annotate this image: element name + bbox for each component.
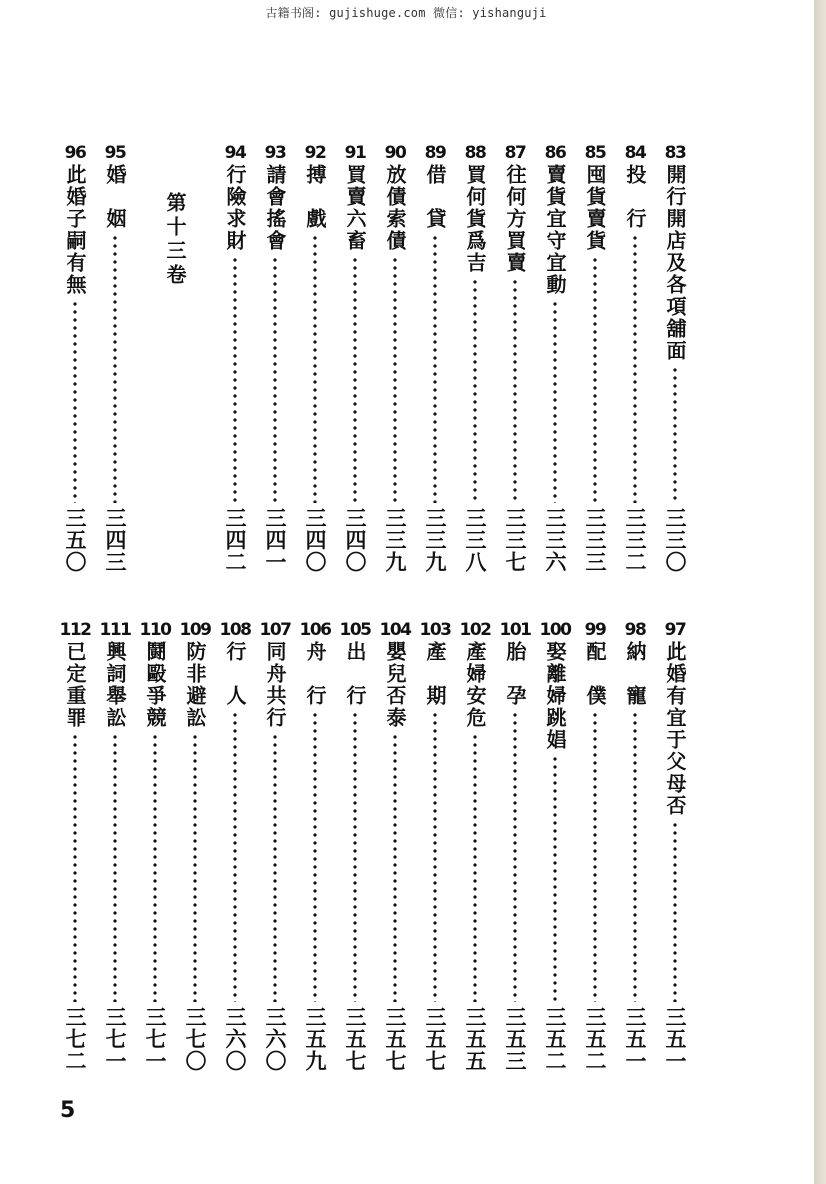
entry-page: 三四〇 [343,507,367,573]
leader-dots [553,755,557,1002]
entry-title: 買何貨爲吉 [463,164,487,274]
entry-title: 已定重罪 [63,641,87,729]
toc-entry [620,143,650,573]
entry-page: 三六〇 [223,1006,247,1072]
entry-title: 同舟共行 [263,641,287,729]
toc-entry [60,143,90,573]
leader-dots [233,256,237,503]
entry-number: 105 [339,620,371,640]
entry-page: 三五五 [463,1006,487,1072]
entry-number: 101 [499,620,531,640]
entry-page: 三三二 [623,507,647,573]
leader-dots [553,300,557,503]
entry-number: 104 [379,620,411,640]
entry-title: 賣貨宜守宜動 [543,164,567,296]
leader-dots [313,711,317,1002]
entry-number: 87 [504,143,526,163]
entry-number: 89 [424,143,446,163]
entry-title: 放債索債 [383,164,407,252]
entry-number: 88 [464,143,486,163]
leader-dots [353,711,357,1002]
leader-dots [353,256,357,503]
entry-title: 舟 行 [303,641,327,707]
entry-page: 三三〇 [663,507,687,573]
toc-entry [140,620,170,1072]
leader-dots [313,234,317,503]
entry-number: 90 [384,143,406,163]
toc-entry [660,143,690,573]
entry-page: 三五九 [303,1006,327,1072]
entry-title: 行 人 [223,641,247,707]
entry-page: 三五七 [343,1006,367,1072]
entry-number: 98 [624,620,646,640]
entry-number: 94 [224,143,246,163]
entry-title: 嬰兒否泰 [383,641,407,729]
leader-dots [433,234,437,503]
leader-dots [473,733,477,1002]
entry-page: 三三六 [543,507,567,573]
toc-entry [540,620,570,1072]
entry-title: 往何方買賣 [503,164,527,274]
leader-dots [393,256,397,503]
entry-title: 鬪毆爭競 [143,641,167,729]
entry-number: 100 [539,620,571,640]
leader-dots [193,733,197,1002]
entry-title: 此婚有宜于父母否 [663,641,687,817]
entry-number: 92 [304,143,326,163]
entry-title: 請會搖會 [263,164,287,252]
entry-number: 111 [99,620,131,640]
entry-page: 三三三 [583,507,607,573]
toc-entry [340,143,370,573]
entry-title: 防非避訟 [183,641,207,729]
leader-dots [673,821,677,1002]
leader-dots [433,711,437,1002]
leader-dots [633,711,637,1002]
entry-title: 投 行 [623,164,647,230]
toc-entry [580,620,610,1072]
entry-page: 三三九 [423,507,447,573]
entry-page: 三五二 [543,1006,567,1072]
entry-page: 三五一 [663,1006,687,1072]
watermark-header: 古籍书阁: gujishuge.com 微信: yishanguji [265,6,547,20]
toc-entry [420,620,450,1072]
toc-entry [260,143,290,573]
entry-page: 三五一 [623,1006,647,1072]
entry-page: 三三八 [463,507,487,573]
toc-entry [180,620,210,1072]
page-edge-shadow [814,0,826,1184]
entry-title: 產婦安危 [463,641,487,729]
entry-title: 開行開店及各項舖面 [663,164,687,362]
entry-page: 三七一 [143,1006,167,1072]
toc-entry [380,620,410,1072]
toc-entry [300,143,330,573]
entry-title: 興詞舉訟 [103,641,127,729]
toc-entry [100,143,130,573]
entry-number: 99 [584,620,606,640]
toc-entry [580,143,610,573]
leader-dots [633,234,637,503]
leader-dots [673,366,677,503]
entry-number: 95 [104,143,126,163]
toc-entry [460,620,490,1072]
toc-entry [340,620,370,1072]
leader-dots [73,300,77,503]
entry-title: 行險求財 [223,164,247,252]
leader-dots [233,711,237,1002]
toc-entry [420,143,450,573]
entry-title: 搏 戲 [303,164,327,230]
entry-number: 86 [544,143,566,163]
entry-page: 三五二 [583,1006,607,1072]
entry-page: 三七一 [103,1006,127,1072]
entry-number: 112 [59,620,91,640]
entry-title: 買賣六畜 [343,164,367,252]
entry-page: 三四一 [263,507,287,573]
toc-entry [460,143,490,573]
entry-number: 106 [299,620,331,640]
entry-title: 囤貨賣貨 [583,164,607,252]
toc-entry [660,620,690,1072]
toc-entry [540,143,570,573]
toc-entry [380,143,410,573]
entry-page: 三六〇 [263,1006,287,1072]
entry-number: 108 [219,620,251,640]
entry-page: 三五七 [423,1006,447,1072]
entry-number: 91 [344,143,366,163]
leader-dots [513,711,517,1002]
entry-number: 102 [459,620,491,640]
leader-dots [73,733,77,1002]
leader-dots [513,278,517,503]
entry-number: 109 [179,620,211,640]
entry-page: 三五七 [383,1006,407,1072]
entry-number: 107 [259,620,291,640]
entry-number: 110 [139,620,171,640]
entry-page: 三三九 [383,507,407,573]
entry-page: 三五三 [503,1006,527,1072]
leader-dots [593,256,597,503]
entry-page: 三三七 [503,507,527,573]
entry-number: 97 [664,620,686,640]
toc-entry [60,620,90,1072]
toc-entry [100,620,130,1072]
leader-dots [153,733,157,1002]
toc-entry [220,620,250,1072]
entry-number: 83 [664,143,686,163]
leader-dots [273,733,277,1002]
page-number: 5 [60,1098,76,1123]
toc-entry [300,620,330,1072]
entry-page: 三四二 [223,507,247,573]
entry-page: 三四〇 [303,507,327,573]
leader-dots [393,733,397,1002]
chapter-heading: 第十三卷 [163,192,187,288]
entry-page: 三五〇 [63,507,87,573]
toc-entry [220,143,250,573]
entry-title: 借 貸 [423,164,447,230]
entry-title: 娶離婦跳娼 [543,641,567,751]
entry-page: 三七〇 [183,1006,207,1072]
entry-title: 配 僕 [583,641,607,707]
leader-dots [473,278,477,503]
entry-title: 此婚子嗣有無 [63,164,87,296]
entry-number: 103 [419,620,451,640]
toc-entry [500,620,530,1072]
entry-page: 三七二 [63,1006,87,1072]
entry-page: 三四三 [103,507,127,573]
entry-title: 出 行 [343,641,367,707]
leader-dots [113,733,117,1002]
toc-entry [620,620,650,1072]
leader-dots [593,711,597,1002]
entry-number: 85 [584,143,606,163]
entry-title: 產 期 [423,641,447,707]
toc-entry [500,143,530,573]
entry-number: 93 [264,143,286,163]
entry-number: 96 [64,143,86,163]
leader-dots [113,234,117,503]
leader-dots [273,256,277,503]
entry-title: 納 寵 [623,641,647,707]
entry-title: 婚 姻 [103,164,127,230]
entry-title: 胎 孕 [503,641,527,707]
entry-number: 84 [624,143,646,163]
toc-entry [260,620,290,1072]
